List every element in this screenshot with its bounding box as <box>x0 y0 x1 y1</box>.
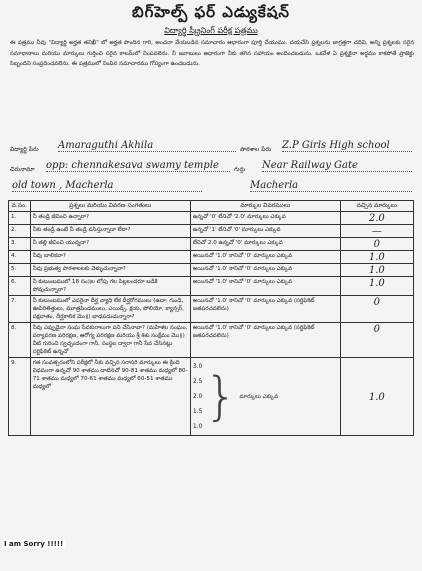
address-label: చిరునామా <box>10 166 35 173</box>
town-value: old town , Macherla <box>12 180 202 192</box>
row-score-cell <box>340 238 413 251</box>
col-header-question: ప్రశ్నలు మరియు వివరణ సంగతులు <box>30 201 190 212</box>
row-score-cell <box>340 296 413 323</box>
table-header-row <box>9 201 414 212</box>
row-number: 5. <box>9 264 31 277</box>
form-subtitle: విద్యార్థి స్క్రీనింగ్ పరీక్ష పత్రము <box>164 26 258 35</box>
row-number: 2. <box>9 225 31 238</box>
row-marks: మార్కులు ఎక్కువ <box>239 393 279 400</box>
row-question: నీవు ఎప్పుడైనా సంఘ సేవకురాలుగా పని చేసినావా? (మహిళల సంఘం, పర్యావరణ పరిరక్షణ, ఆరోగ్య పరిరక్షణ మరియు శ్రీ శిశు సంక్షేమం మొ॥) వీటి గురించి స్వచ్ఛందంగా గానీ, సంస్థల ద్వారా గానీ సేవ చేసినట్లు సర్టిఫికెట్ ఉన్నచో <box>30 323 190 358</box>
row-marks: అయినచో '1.0' కానిచో '0' మార్కులు ఎక్కువ (సర్టిఫికెట్ జతపరచవలెను) <box>190 323 340 358</box>
row-score: 0 <box>373 239 380 250</box>
school-name-label: పాఠశాల పేరు <box>240 146 272 153</box>
row-score-cell <box>340 323 413 358</box>
row-score: 0 <box>373 297 380 308</box>
address-value: opp: chennakesava swamy temple <box>46 160 230 172</box>
row-question: నీ తల్లి జీవించి యున్నదా? <box>30 238 190 251</box>
table-row <box>9 264 414 277</box>
student-name-label: విద్యార్థి పేరు <box>10 146 39 153</box>
row-number: 1. <box>9 212 31 225</box>
scale-value: 1.0 <box>192 423 203 430</box>
table-row <box>9 296 414 323</box>
row-score-cell <box>340 277 413 296</box>
row-marks: లేనిచో 2.0 ఉన్నచో '0' మార్కులు ఎక్కువ <box>190 238 340 251</box>
row-score: 0 <box>373 324 380 335</box>
scale-value: 2.0 <box>192 393 203 400</box>
student-name-value: Amaraguthi Akhila <box>58 140 236 152</box>
row-question: నీవు ప్రభుత్వ పాఠశాలలకు వెళ్ళుచున్నావా? <box>30 264 190 277</box>
row-number: 9. <box>9 358 31 436</box>
scale-value: 2.5 <box>192 378 203 385</box>
row-score: — <box>371 226 382 237</box>
brace-icon: } <box>204 366 238 427</box>
intro-paragraph: ఈ పత్రము నీవు "విద్యార్థి అర్హత తనిఖీ" లో అర్హత పొందిన గారి, అంచనా వేయబడిన సమాచారం ఆధారంగా పూర్తి చేయుము. దయచేసి ప్రశ్నలను జాగ్రత్తగా చదివి, అన్ని ప్రశ్నలకు సరైన సమాధానాలు మరియు మార్కులు గుర్తించి సరైన కాలమ్‌లో నింపవలెను. నీ జవాబులు ఆధారంగా నీకు తగిన సహాయం అందించబడును. ఒకవేళ ఏ ప్రశ్నకైనా అర్థము కాకపోతే ప్రాజెక్టు సిబ్బందిని సంప్రదించవలెను. ఈ పత్రములో నింపిన సమాచారము గోప్యంగా ఉంచబడును. <box>10 40 414 67</box>
school-name-value: Z.P Girls High school <box>282 140 412 152</box>
table-row <box>9 251 414 264</box>
marks-scale <box>193 359 203 434</box>
row-marks: ఉన్నచో '1' లేనిచో '0' మార్కులు ఎక్కువ <box>190 225 340 238</box>
col-header-number: వ.సం. <box>9 201 31 212</box>
table-row <box>9 323 414 358</box>
row-question: నీకు తండ్రి ఉంటే నీ తండ్రి వసిస్తున్నాడా లేదా? <box>30 225 190 238</box>
scale-value: 3.0 <box>192 363 203 370</box>
row-marks: ఉన్నచో '0' లేనిచో '2.0' మార్కులు ఎక్కువ <box>190 212 340 225</box>
row-number: 6. <box>9 277 31 296</box>
row-number: 4. <box>9 251 31 264</box>
row-number: 7. <box>9 296 31 323</box>
row-marks: అయినచో '1.0' కానిచో '0' మార్కులు ఎక్కువ <box>190 264 340 277</box>
row-score: 1.0 <box>368 265 385 276</box>
row-score-cell <box>340 264 413 277</box>
row-score: 1.0 <box>368 391 385 403</box>
scale-value: 1.5 <box>192 408 203 415</box>
row-number: 8. <box>9 323 31 358</box>
table-row <box>9 277 414 296</box>
row-score: 2.0 <box>368 213 385 224</box>
table-row <box>9 358 414 436</box>
mandal-value: Macherla <box>250 180 412 192</box>
row-score: 1.0 <box>368 252 385 263</box>
row-question: నీ తండ్రి జీవించి ఉన్నారా? <box>30 212 190 225</box>
row-marks: అయినచో '1.0' కానిచో '0' మార్కులు ఎక్కువ <box>190 277 340 296</box>
screening-table <box>8 200 414 436</box>
row-score-cell <box>340 225 413 238</box>
table-row <box>9 238 414 251</box>
row-score-cell <box>340 251 413 264</box>
col-header-marks: మార్కుల వివరములు <box>190 201 340 212</box>
footer-tag: I am Sorry !!!!! <box>4 540 64 548</box>
row-question: నీవు బాలికవా? <box>30 251 190 264</box>
row-question: నీ కుటుంబములో ఎవరైనా దీర్ఘ వ్యాధి లేక దీర్ఘరోగములు (ఉదా: గుండె, ఊపిరితిత్తులు, మూత్రపిండములు, ఎయిడ్స్, క్షయ, పోలియో, క్యాన్సర్, పక్షవాతం, దీర్ఘకాలిక మొ॥) బాధపడుచున్నారా? <box>30 296 190 323</box>
row-marks: అయినచో '1.0' కానిచో '0' మార్కులు ఎక్కువ (సర్టిఫికెట్ జతపరచవలెను) <box>190 296 340 323</box>
table-row <box>9 212 414 225</box>
col-header-score: వచ్చిన మార్కులు <box>340 201 413 212</box>
row-question: నీ కుటుంబములో 18 సం॥ల లోపు గల పిల్లలందరూ బడికి పోవుచున్నారా? <box>30 277 190 296</box>
row-score: 1.0 <box>368 278 385 289</box>
landmark-value: Near Railway Gate <box>262 160 412 172</box>
row-marks: అయినచో '1.0' కానిచో '0' మార్కులు ఎక్కువ <box>190 251 340 264</box>
landmark-label: గుర్తు <box>234 166 246 173</box>
row-number: 3. <box>9 238 31 251</box>
row-question: గత సంవత్సరంలోని పరీక్షలో నీకు వచ్చిన సరాసరి మార్కులు ఈ క్రింది విధముగా ఉన్నచో 90 శాతము దాటినచో 90-81 శాతము మధ్యలో 80-71 శాతము మధ్యలో 70-61 శాతము మధ్యలో 60-51 శాతము మధ్యలో <box>30 358 190 436</box>
row-score-cell <box>340 358 413 436</box>
form-title: బిగ్‌హెల్ప్ ఫర్ ఎడ్యుకేషన్ <box>132 3 290 21</box>
row-score-cell <box>340 212 413 225</box>
row-marks-cell <box>190 358 340 436</box>
table-row <box>9 225 414 238</box>
